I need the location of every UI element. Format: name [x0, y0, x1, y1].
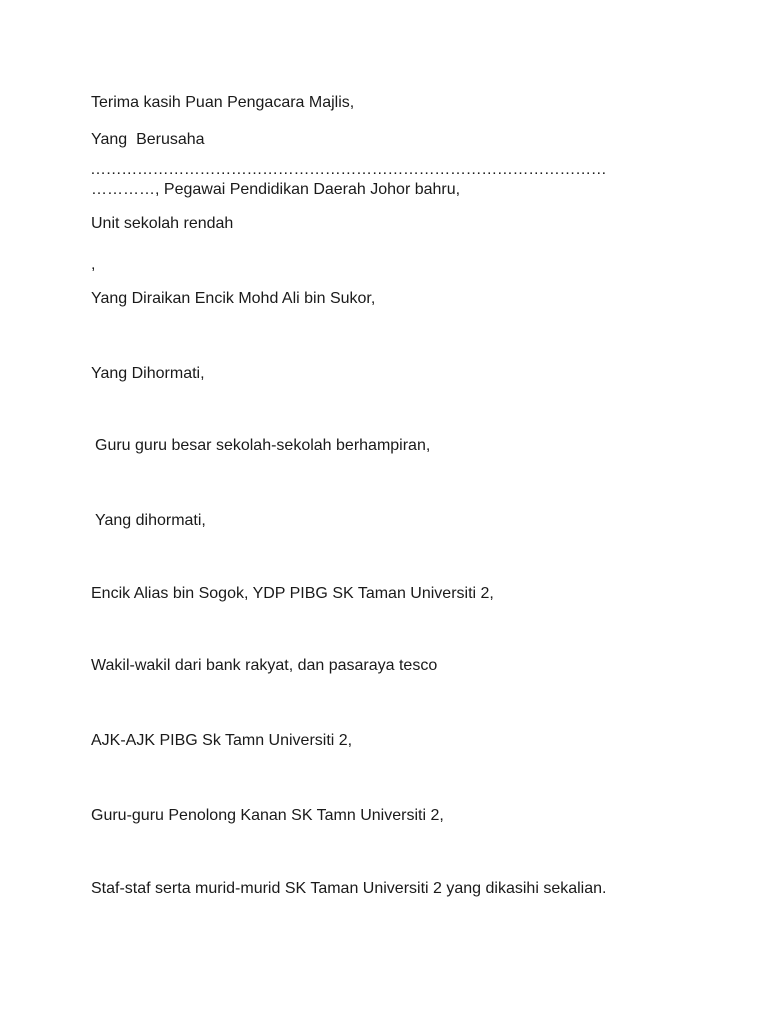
salutation-dihormati: Yang Dihormati, [91, 365, 205, 382]
unit-line: Unit sekolah rendah [91, 215, 234, 232]
honoured-guest-line: Yang Diraikan Encik Mohd Ali bin Sukor, [91, 290, 376, 307]
officer-title-line: …………, Pegawai Pendidikan Daerah Johor bahru, [91, 181, 461, 198]
greeting-line: Terima kasih Puan Pengacara Majlis, [91, 94, 355, 111]
committee-line: AJK-AJK PIBG Sk Tamn Universiti 2, [91, 732, 353, 749]
pibg-chairman-line: Encik Alias bin Sogok, YDP PIBG SK Taman Universiti 2, [91, 585, 494, 602]
salutation-berusaha: Yang Berusaha [91, 131, 205, 148]
salutation-dihormati-2: Yang dihormati, [95, 512, 206, 529]
staff-students-line: Staf-staf serta murid-murid SK Taman Universiti 2 yang dikasihi sekalian. [91, 880, 607, 897]
dotted-placeholder: ……………………………………………………………………………………… [90, 161, 607, 178]
senior-teachers-line: Guru-guru Penolong Kanan SK Tamn Universiti 2, [91, 807, 444, 824]
representatives-line: Wakil-wakil dari bank rakyat, dan pasaraya tesco [91, 657, 438, 674]
comma-line: , [91, 256, 96, 273]
headmasters-line: Guru guru besar sekolah-sekolah berhampiran, [95, 437, 431, 454]
